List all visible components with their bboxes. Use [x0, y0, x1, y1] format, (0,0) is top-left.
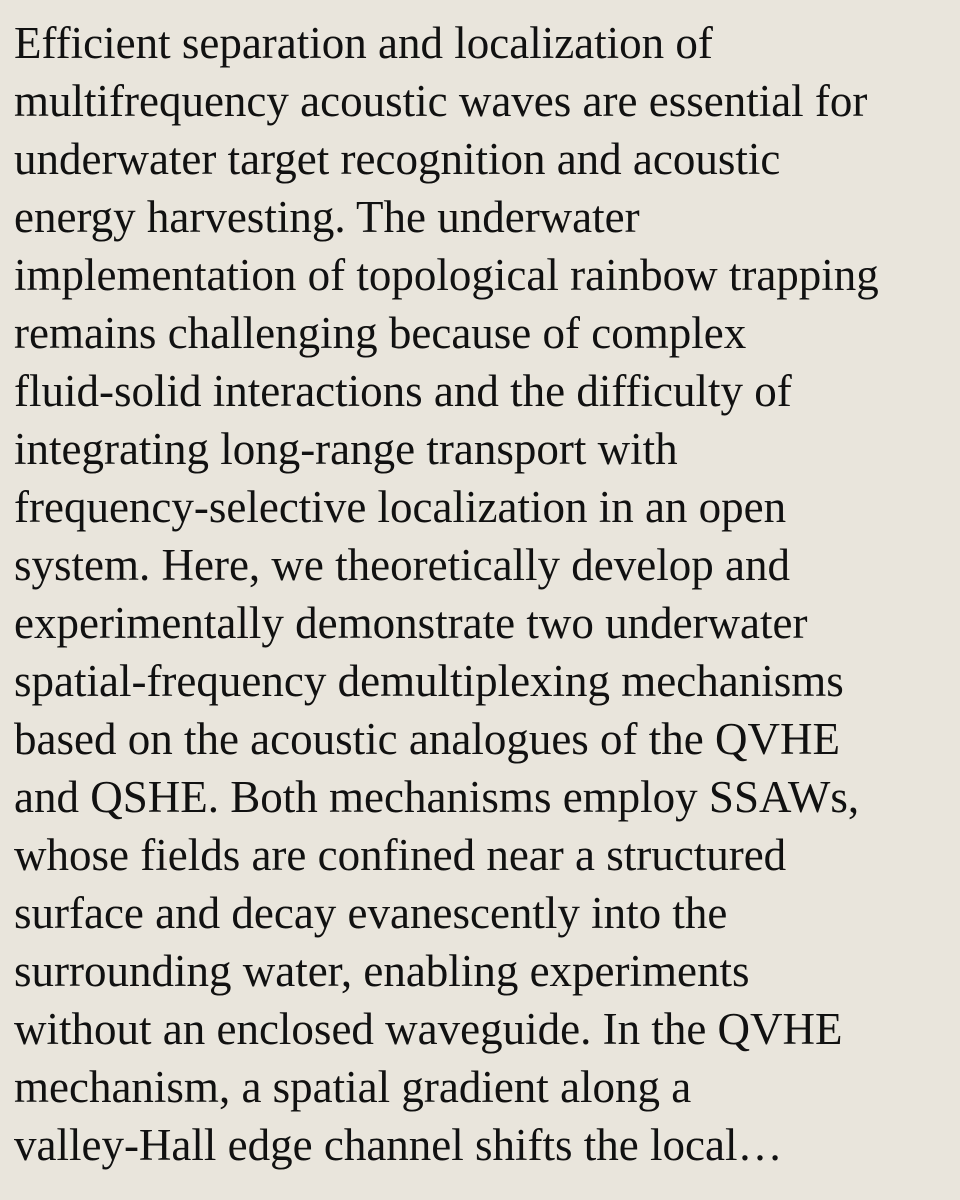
text-line: frequency-selective localization in an open: [14, 482, 787, 532]
text-line: Efficient separation and localization of: [14, 18, 713, 68]
text-line: and QSHE. Both mechanisms employ SSAWs,: [14, 772, 860, 822]
text-line: fluid-solid interactions and the difficulty of: [14, 366, 792, 416]
text-line: implementation of topological rainbow trapping: [14, 250, 879, 300]
text-line: integrating long-range transport with: [14, 424, 678, 474]
text-line: surface and decay evanescently into the: [14, 888, 728, 938]
text-line: whose fields are confined near a structured: [14, 830, 787, 880]
text-line: based on the acoustic analogues of the QVHE: [14, 714, 840, 764]
text-line: multifrequency acoustic waves are essential for: [14, 76, 868, 126]
text-line: remains challenging because of complex: [14, 308, 747, 358]
text-line: system. Here, we theoretically develop and: [14, 540, 790, 590]
text-line: valley-Hall edge channel shifts the local…: [14, 1120, 783, 1170]
text-line: experimentally demonstrate two underwater: [14, 598, 808, 648]
text-line: spatial-frequency demultiplexing mechanisms: [14, 656, 844, 706]
text-line: surrounding water, enabling experiments: [14, 946, 750, 996]
text-line: without an enclosed waveguide. In the QVHE: [14, 1004, 843, 1054]
text-line: energy harvesting. The underwater: [14, 192, 640, 242]
text-line: underwater target recognition and acoustic: [14, 134, 781, 184]
abstract-text: [14, 14, 960, 1174]
text-line: mechanism, a spatial gradient along a: [14, 1062, 692, 1112]
